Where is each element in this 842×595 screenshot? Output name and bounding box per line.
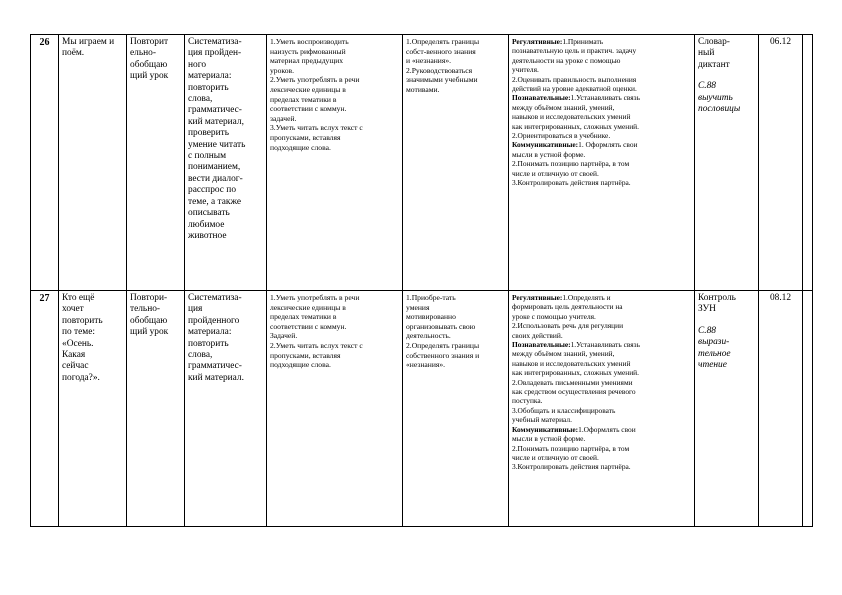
- homework-line: С.88: [698, 81, 716, 92]
- text-line: умение читать: [188, 139, 246, 150]
- uud-text: деятельности на уроке с помощью: [512, 55, 621, 65]
- uud-text: 3.Контролировать действия партнёра.: [512, 178, 631, 188]
- text-line: материала:: [188, 327, 232, 338]
- text-line: Систематиза-: [188, 37, 242, 47]
- homework-line: чтение: [698, 360, 727, 371]
- homework-line: выучить: [698, 92, 733, 103]
- uud-line: [512, 122, 691, 131]
- uud-line: [512, 349, 691, 358]
- text-line: повторить: [62, 315, 103, 326]
- uud-line: [512, 340, 691, 349]
- text-line: Мы играем и: [62, 37, 115, 47]
- text-line: Какая: [62, 350, 86, 361]
- text-line: слова,: [188, 350, 213, 361]
- homework-line: С.88: [698, 325, 716, 336]
- text-line: ция пройден-: [188, 48, 242, 59]
- uud-text: мысли в устной форме.: [512, 149, 586, 159]
- uud-line: [512, 84, 691, 93]
- text-line: ный: [698, 48, 715, 59]
- text-line: 1.Уметь воспроизводить: [270, 37, 349, 46]
- uud-text: 1. Оформлять свои: [578, 140, 638, 150]
- uud-line: [512, 75, 691, 84]
- text-line: собст-венного знания: [406, 46, 476, 56]
- uud-text: 2.Оценивать правильность выполнения: [512, 74, 637, 84]
- uud-text: между объёмом знаний, умений,: [512, 102, 615, 112]
- text-line: и «незнания».: [406, 56, 452, 66]
- table-row: [31, 291, 813, 527]
- lesson-type: [127, 291, 185, 527]
- uud-text: действий на уровне адекватной оценки.: [512, 84, 637, 94]
- text-line: Систематиза-: [188, 293, 242, 303]
- uud-text: как средством осуществления речевого: [512, 387, 636, 397]
- text-line: задачей.: [270, 113, 297, 123]
- text-line: пропусками, вставляя: [270, 350, 341, 360]
- uud-line: [512, 169, 691, 178]
- text-line: ельно-: [130, 48, 156, 59]
- text-line: пониманием,: [188, 162, 241, 173]
- text-line: обобщаю: [130, 59, 168, 70]
- text-line: животное: [188, 230, 227, 241]
- text-line: Повтори-: [130, 293, 168, 303]
- text-line: подходящие слова.: [270, 142, 331, 152]
- text-line: слова,: [188, 94, 213, 105]
- text-line: щий урок: [130, 327, 169, 338]
- lesson-plan-table: [30, 34, 813, 527]
- control-form: [695, 291, 759, 527]
- text-line: лексические единицы в: [270, 302, 346, 312]
- uud-text: учебный материал.: [512, 415, 572, 425]
- uud-line: [512, 453, 691, 462]
- text-line: соответствии с коммун.: [270, 321, 347, 331]
- text-line: тельно-: [130, 304, 161, 315]
- subject-results: [267, 291, 403, 527]
- text-line: 3.Уметь читать вслух текст с: [270, 123, 363, 133]
- uud-line: [512, 56, 691, 65]
- lesson-topic: [59, 291, 127, 527]
- uud-line: [512, 425, 691, 434]
- uud-line: [512, 434, 691, 443]
- text-line: 2.Уметь читать вслух текст с: [270, 340, 363, 350]
- text-line: уроков.: [270, 65, 294, 75]
- text-line: описывать: [188, 208, 230, 219]
- text-line: подходящие слова.: [270, 360, 331, 370]
- uud-line: [512, 396, 691, 405]
- text-line: теме, а также: [188, 196, 241, 207]
- lesson-content: [185, 35, 267, 291]
- homework: [698, 326, 755, 372]
- extra-column: [803, 291, 813, 527]
- text-line: Повторит: [130, 37, 169, 47]
- control-form: [695, 35, 759, 291]
- homework-line: пословицы: [698, 104, 741, 115]
- uud-text: 3.Контролировать действия партнёра.: [512, 462, 631, 472]
- table-row: [31, 35, 813, 291]
- lesson-date: 08.12: [759, 291, 803, 527]
- text-line: 2.Уметь употреблять в речи: [270, 75, 360, 85]
- uud-text: формировать цель деятельности на: [512, 302, 623, 312]
- text-line: расспрос по: [188, 185, 237, 196]
- text-line: грамматичес-: [188, 361, 242, 372]
- uud-text: поступка.: [512, 396, 543, 406]
- subject-results: [267, 35, 403, 291]
- text-line: материал предыдущих: [270, 56, 344, 66]
- uud-line: [512, 140, 691, 149]
- lesson-number: 26: [31, 35, 59, 291]
- uud-line: [512, 178, 691, 187]
- uud-line: [512, 387, 691, 396]
- uud-text: навыков и исследовательских умений: [512, 358, 631, 368]
- text-line: 2.Руководствоваться: [406, 65, 473, 75]
- text-line: пройденного: [188, 315, 240, 326]
- uud-line: [512, 65, 691, 74]
- text-line: диктант: [698, 59, 730, 70]
- uud-line: [512, 406, 691, 415]
- uud-line: [512, 462, 691, 471]
- uud-category-label: Познавательные:: [512, 93, 571, 103]
- text-line: любимое: [188, 219, 225, 230]
- text-line: с полным: [188, 151, 227, 162]
- text-line: 2.Определять границы: [406, 340, 480, 350]
- uud-text: 1.Определять и: [562, 293, 611, 302]
- text-line: по теме:: [62, 327, 96, 338]
- uud-category-label: Коммуникативные:: [512, 140, 579, 150]
- text-line: мотивами.: [406, 84, 440, 94]
- text-line: лексические единицы в: [270, 84, 346, 94]
- uud-text: числе и отличную от своей.: [512, 452, 599, 462]
- uud-line: [512, 131, 691, 140]
- uud-text: 3.Обобщать и классифицировать: [512, 405, 616, 415]
- text-line: пределах тематики в: [270, 94, 337, 104]
- uud-line: [512, 378, 691, 387]
- text-line: кий материал.: [188, 372, 244, 383]
- uud-text: своих действий.: [512, 330, 563, 340]
- text-line: ция: [188, 304, 203, 315]
- uud-text: уроке с помощью учителя.: [512, 311, 596, 321]
- uud-line: [512, 368, 691, 377]
- homework-line: вырази-: [698, 337, 730, 348]
- uud-text: как интегрированных, сложных умений.: [512, 121, 639, 131]
- text-line: значимыми учебными: [406, 75, 478, 85]
- text-line: мотивированно: [406, 312, 456, 322]
- uud-line: [512, 150, 691, 159]
- uud-text: 2.Использовать речь для регуляции: [512, 321, 624, 331]
- uud-line: [512, 293, 691, 302]
- uud-text: между объёмом знаний, умений,: [512, 349, 615, 359]
- uud-line: [512, 415, 691, 424]
- text-line: «незнания».: [406, 360, 446, 370]
- text-line: кий материал,: [188, 116, 244, 127]
- text-line: материала:: [188, 71, 232, 82]
- uud-text: 1.Устанавливать связь: [570, 93, 640, 103]
- homework-line: тельное: [698, 348, 731, 359]
- extra-column: [803, 35, 813, 291]
- text-line: умения: [406, 302, 430, 312]
- uud-line: [512, 321, 691, 330]
- lesson-topic: [59, 35, 127, 291]
- uud-line: [512, 37, 691, 46]
- text-line: сейчас: [62, 361, 89, 372]
- text-line: 1.Уметь употреблять в речи: [270, 293, 360, 302]
- text-line: обобщаю: [130, 315, 168, 326]
- uud-line: [512, 46, 691, 55]
- text-line: проверить: [188, 128, 230, 139]
- uud-text: 1.Устанавливать связь: [570, 340, 640, 350]
- text-line: собственного знания и: [406, 350, 480, 360]
- lesson-number: 27: [31, 291, 59, 527]
- text-line: соответствии с коммун.: [270, 104, 347, 114]
- text-line: «Осень.: [62, 338, 94, 349]
- uud-text: познавательную цель и практич. задачу: [512, 46, 637, 56]
- uud-text: 2.Овладевать письменными умениями: [512, 377, 633, 387]
- uud-text: как интегрированных, сложных умений.: [512, 368, 639, 378]
- uud-category-label: Познавательные:: [512, 340, 571, 350]
- text-line: хочет: [62, 304, 84, 315]
- text-line: Контроль: [698, 293, 736, 303]
- uud-line: [512, 359, 691, 368]
- uud-line: [512, 103, 691, 112]
- text-line: щий урок: [130, 71, 169, 82]
- text-line: наизусть рифмованный: [270, 46, 346, 56]
- uud-text: 2.Ориентироваться в учебнике.: [512, 131, 611, 141]
- text-line: пределах тематики в: [270, 312, 337, 322]
- uud-line: [512, 302, 691, 311]
- text-line: грамматичес-: [188, 105, 242, 116]
- text-line: 1.Приобре-тать: [406, 293, 456, 302]
- lesson-content: [185, 291, 267, 527]
- text-line: Задачей.: [270, 331, 298, 341]
- lesson-date: 06.12: [759, 35, 803, 291]
- text-line: повторить: [188, 82, 229, 93]
- text-line: ЗУН: [698, 304, 716, 315]
- text-line: 1.Определять границы: [406, 37, 480, 46]
- uud-line: [512, 312, 691, 321]
- uud-text: учителя.: [512, 65, 539, 75]
- uud-text: 1.Оформлять свои: [578, 424, 636, 434]
- homework: [698, 81, 755, 115]
- uud-results: [509, 291, 695, 527]
- personal-results: [403, 35, 509, 291]
- text-line: погода?».: [62, 372, 100, 383]
- uud-results: [509, 35, 695, 291]
- uud-line: [512, 444, 691, 453]
- uud-line: [512, 331, 691, 340]
- text-line: пропусками, вставляя: [270, 132, 341, 142]
- text-line: организовывать свою: [406, 321, 476, 331]
- uud-text: мысли в устной форме.: [512, 434, 586, 444]
- text-line: повторить: [188, 338, 229, 349]
- lesson-type: [127, 35, 185, 291]
- text-line: вести диалог-: [188, 173, 243, 184]
- uud-category-label: Регулятивные:: [512, 293, 563, 302]
- uud-category-label: Коммуникативные:: [512, 424, 579, 434]
- uud-line: [512, 93, 691, 102]
- uud-text: числе и отличную от своей.: [512, 168, 599, 178]
- uud-text: 2.Понимать позицию партнёра, в том: [512, 159, 630, 169]
- text-line: деятельность.: [406, 331, 451, 341]
- uud-line: [512, 112, 691, 121]
- text-line: ного: [188, 59, 207, 70]
- uud-text: 1.Принимать: [562, 37, 604, 46]
- personal-results: [403, 291, 509, 527]
- text-line: Кто ещё: [62, 293, 95, 303]
- uud-line: [512, 159, 691, 168]
- text-line: поём.: [62, 48, 85, 59]
- uud-text: навыков и исследовательских умений: [512, 112, 631, 122]
- uud-text: 2.Понимать позицию партнёра, в том: [512, 443, 630, 453]
- text-line: Словар-: [698, 37, 730, 47]
- uud-category-label: Регулятивные:: [512, 37, 563, 46]
